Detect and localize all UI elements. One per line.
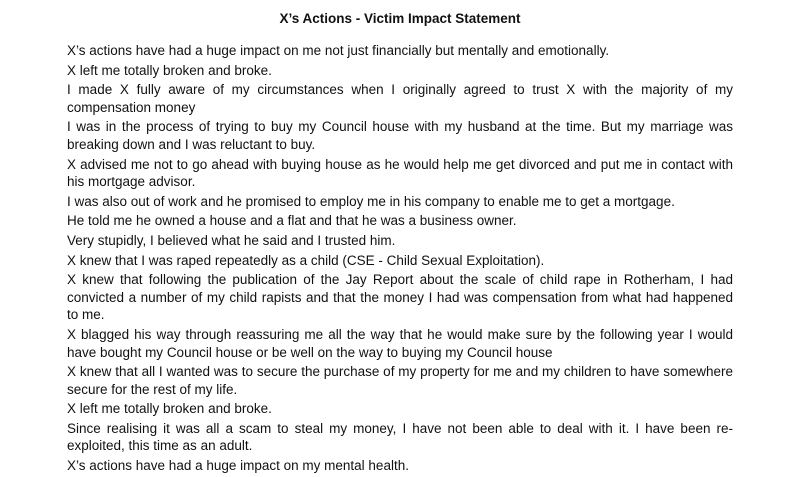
paragraph: X knew that I was raped repeatedly as a child (CSE - Child Sexual Exploitation). (67, 252, 545, 268)
paragraph: I made X fully aware of my circumstances when I originally agreed to trust X with the majority of my compensation money (67, 82, 733, 115)
paragraph: X’s actions have had a huge impact on me not just financially but mentally and emotionally. (67, 43, 610, 58)
paragraph: X advised me not to go ahead with buying house as he would help me get divorced and put me in contact with his mortgage advisor. (67, 156, 733, 190)
paragraph: X left me totally broken and broke. (67, 62, 272, 78)
paragraph: X knew that all I wanted was to secure the purchase of my property for me and my children to have somewhere secure for the rest of my life. (67, 364, 733, 397)
paragraph: Since realising it was all a scam to steal my money, I have not been able to deal with it. I have been re-exploited, this time as an adult. (67, 420, 733, 454)
paragraph: He told me he owned a house and a flat and that he was a business owner. (67, 213, 517, 229)
statement-body (67, 42, 733, 477)
paragraph: Very stupidly, I believed what he said and I trusted him. (67, 232, 396, 248)
paragraph: X left me totally broken and broke. (67, 401, 272, 417)
paragraph: I was in the process of trying to buy my Council house with my husband at the time. But my marriage was breaking down and I was reluctant to buy. (67, 119, 733, 152)
paragraph: X’s actions have had a huge impact on my mental health. (67, 458, 409, 474)
page-title: X’s Actions - Victim Impact Statement (279, 11, 521, 26)
paragraph: X knew that following the publication of the Jay Report about the scale of child rape in Rotherham, I had convicted a number of my child rapists and that the money I had was compensation from what had happened to me. (67, 272, 733, 323)
paragraph: X blagged his way through reassuring me all the way that he would make sure by the following year I would have bought my Council house or be well on the way to buying my Council house (67, 326, 733, 360)
paragraph: I was also out of work and he promised to employ me in his company to enable me to get a mortgage. (67, 193, 675, 209)
